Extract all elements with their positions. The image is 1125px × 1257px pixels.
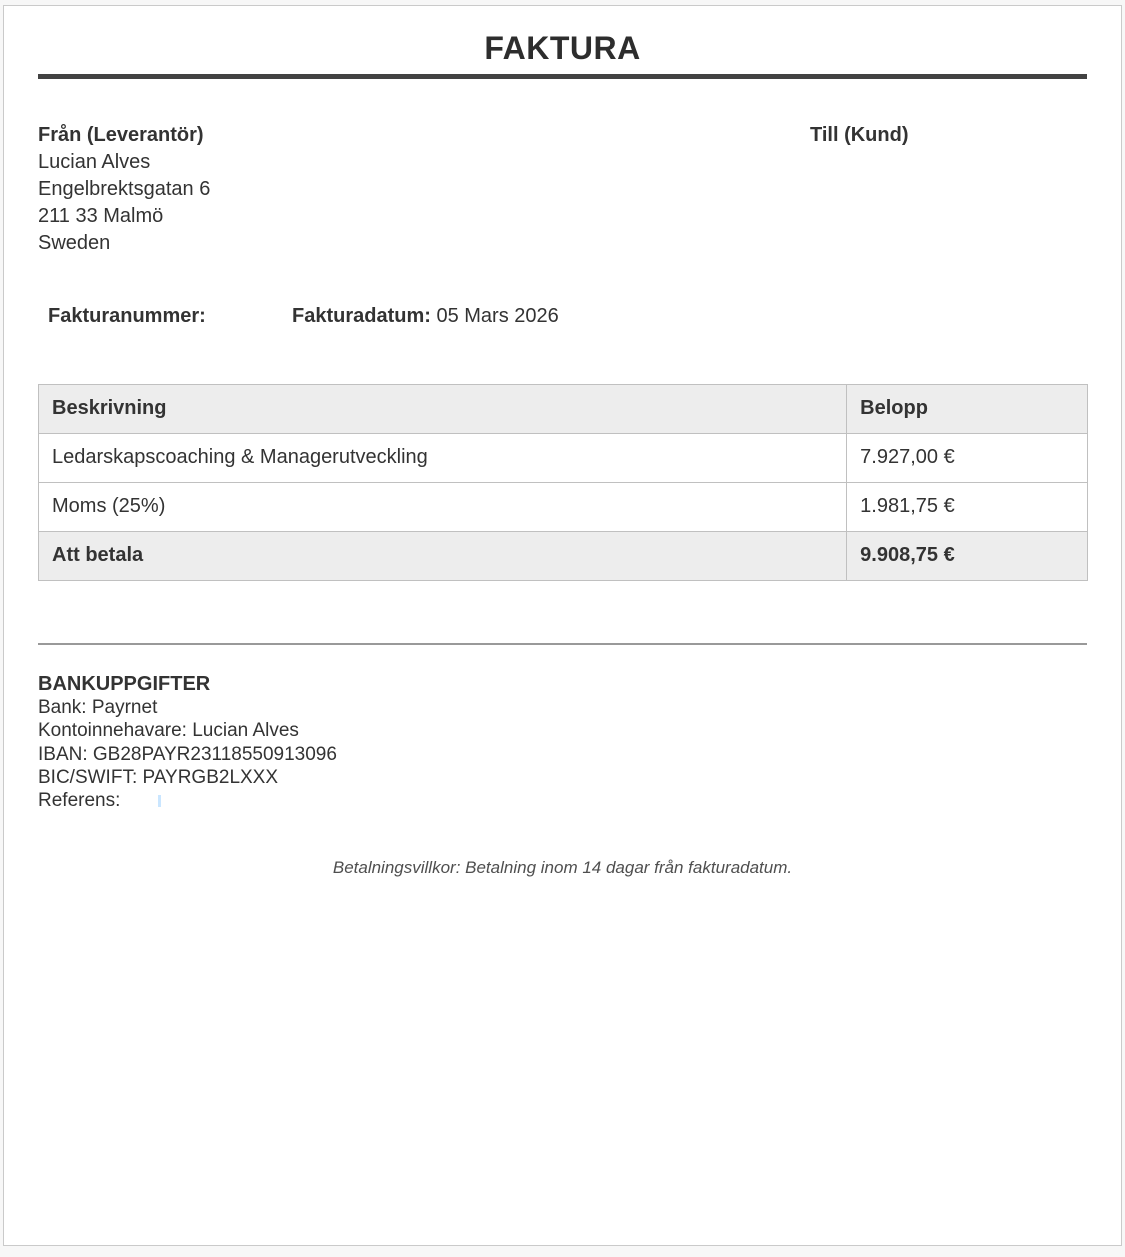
supplier-street: Engelbrektsgatan 6 — [38, 178, 211, 200]
bic-swift-line: BIC/SWIFT: PAYRGB2LXXX — [38, 766, 279, 788]
iban-line: IBAN: GB28PAYR23118550913096 — [38, 743, 337, 765]
invoice-date-value: 05 Mars 2026 — [436, 305, 559, 327]
title-rule — [38, 74, 1087, 79]
bank-details-section — [38, 672, 1087, 812]
payment-terms-note: Betalningsvillkor: Betalning inom 14 dagar från fakturadatum. — [332, 858, 793, 878]
table-row — [39, 434, 1088, 483]
total-row — [39, 532, 1088, 581]
supplier-heading: Från (Leverantör) — [38, 124, 204, 146]
customer-block — [810, 122, 909, 257]
reference-label: Referens: — [38, 790, 121, 812]
supplier-country: Sweden — [38, 232, 111, 254]
invoice-date-label: Fakturadatum: — [292, 305, 431, 327]
total-label-cell: Att betala — [39, 532, 847, 581]
supplier-block — [38, 122, 810, 257]
supplier-city: 211 33 Malmö — [38, 205, 164, 227]
customer-heading: Till (Kund) — [810, 124, 909, 146]
amount-cell: 1.981,75 € — [847, 483, 1088, 532]
description-cell: Ledarskapscoaching & Managerutveckling — [39, 434, 847, 483]
invoice-page — [3, 5, 1122, 1246]
line-items-table — [38, 384, 1088, 581]
amount-cell: 7.927,00 € — [847, 434, 1088, 483]
account-holder-line: Kontoinnehavare: Lucian Alves — [38, 720, 299, 742]
total-amount-cell: 9.908,75 € — [847, 532, 1088, 581]
faint-reference-mark — [158, 795, 161, 807]
reference-line — [38, 789, 1087, 812]
parties-section — [38, 122, 1087, 257]
column-header-amount: Belopp — [847, 385, 1088, 434]
invoice-number-label: Fakturanummer: — [48, 305, 206, 327]
supplier-name: Lucian Alves — [38, 151, 151, 173]
column-header-description: Beskrivning — [39, 385, 847, 434]
bank-details-heading: BANKUPPGIFTER — [38, 673, 211, 695]
bank-name-line: Bank: Payrnet — [38, 697, 158, 718]
page-title: FAKTURA — [484, 30, 641, 66]
table-row — [39, 483, 1088, 532]
description-cell: Moms (25%) — [39, 483, 847, 532]
invoice-meta-row — [38, 305, 1087, 327]
table-header-row — [39, 385, 1088, 434]
section-divider — [38, 643, 1087, 645]
